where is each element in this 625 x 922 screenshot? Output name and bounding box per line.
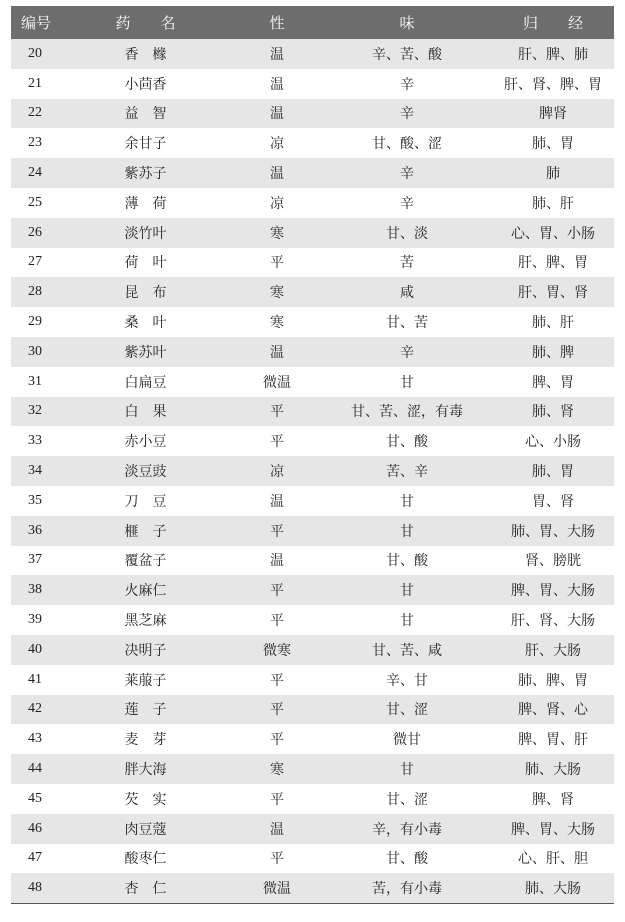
cell-flavor: 辛 [400,195,414,212]
header-flavor: 味 [399,14,415,32]
cell-meridian: 脾、肾、心 [518,702,588,719]
cell-flavor: 苦，有小毒 [372,880,442,897]
table-row [11,754,614,784]
cell-flavor: 辛、甘 [386,672,428,689]
cell-num: 21 [28,75,42,91]
table-row [11,635,614,665]
cell-flavor: 甘、苦、涩，有毒 [351,404,463,421]
table-row [11,873,614,903]
cell-nature: 寒 [270,225,284,242]
cell-name: 赤小豆 [124,434,167,451]
cell-meridian: 肝、肾、大肠 [511,613,595,630]
cell-num: 48 [28,879,42,895]
cell-name: 白 果 [124,404,167,421]
table-row [11,724,614,754]
table-row [11,844,614,874]
cell-meridian: 心、肝、胆 [518,851,588,868]
cell-flavor: 辛 [400,344,414,361]
cell-num: 23 [28,135,42,151]
cell-name: 芡 实 [124,791,167,808]
cell-meridian: 肝、脾、胃 [518,255,588,272]
cell-nature: 寒 [270,762,284,779]
cell-name: 莱菔子 [124,672,167,689]
cell-meridian: 肺、胃 [532,464,574,481]
cell-nature: 寒 [270,315,284,332]
cell-name: 余甘子 [124,136,167,153]
cell-nature: 平 [270,434,284,451]
cell-nature: 微温 [263,374,291,391]
cell-num: 41 [28,671,42,687]
cell-meridian: 脾、肾 [532,791,574,808]
cell-meridian: 肺、胃、大肠 [511,523,595,540]
cell-meridian: 肾、膀胱 [525,553,581,570]
cell-num: 37 [28,552,42,568]
table-row [11,575,614,605]
herb-table [11,6,614,904]
cell-num: 30 [28,343,42,359]
cell-num: 38 [28,582,42,598]
cell-num: 34 [28,463,42,479]
cell-name: 酸枣仁 [124,851,167,868]
cell-name: 黑芝麻 [124,613,167,630]
cell-nature: 微温 [263,880,291,897]
cell-flavor: 甘、淡 [386,225,428,242]
cell-meridian: 脾、胃、大肠 [511,821,595,838]
table-row [11,337,614,367]
cell-num: 20 [28,45,42,61]
cell-meridian: 肺、脾 [532,344,574,361]
cell-meridian: 脾、胃、肝 [518,732,588,749]
cell-nature: 凉 [270,136,284,153]
cell-num: 35 [28,492,42,508]
cell-flavor: 辛 [400,166,414,183]
cell-num: 36 [28,522,42,538]
cell-flavor: 甘 [400,374,414,391]
cell-flavor: 微甘 [393,732,421,749]
cell-meridian: 肺、大肠 [525,880,581,897]
cell-num: 26 [28,224,42,240]
cell-name: 胖大海 [124,762,167,779]
header-row [11,6,614,39]
cell-nature: 平 [270,583,284,600]
cell-name: 益 智 [124,106,167,123]
cell-meridian: 肺、胃 [532,136,574,153]
cell-nature: 温 [270,166,284,183]
cell-meridian: 心、胃、小肠 [511,225,595,242]
cell-meridian: 肺、肝 [532,195,574,212]
cell-flavor: 甘 [400,613,414,630]
cell-nature: 平 [270,702,284,719]
header-nature: 性 [269,14,285,32]
cell-flavor: 甘 [400,493,414,510]
cell-nature: 平 [270,851,284,868]
cell-nature: 平 [270,613,284,630]
cell-nature: 温 [270,821,284,838]
cell-name: 覆盆子 [124,553,167,570]
cell-name: 紫苏叶 [124,344,167,361]
header-num: 编号 [21,14,52,32]
cell-nature: 凉 [270,464,284,481]
cell-name: 刀 豆 [124,493,167,510]
cell-num: 42 [28,701,42,717]
herb-table-container [11,6,614,904]
cell-flavor: 辛 [400,76,414,93]
cell-flavor: 甘、酸 [386,553,428,570]
cell-num: 29 [28,314,42,330]
cell-num: 31 [28,373,42,389]
cell-nature: 平 [270,404,284,421]
cell-flavor: 甘 [400,762,414,779]
table-row [11,426,614,456]
cell-meridian: 胃、肾 [532,493,574,510]
cell-name: 桑 叶 [124,315,167,332]
cell-nature: 平 [270,732,284,749]
header-name: 药 名 [115,14,176,32]
cell-num: 44 [28,761,42,777]
cell-name: 荷 叶 [124,255,167,272]
table-row [11,248,614,278]
cell-nature: 平 [270,523,284,540]
table-row [11,128,614,158]
cell-flavor: 甘、酸、涩 [372,136,442,153]
table-row [11,188,614,218]
cell-name: 淡竹叶 [124,225,167,242]
cell-nature: 温 [270,46,284,63]
cell-num: 45 [28,790,42,806]
cell-flavor: 甘、涩 [386,702,428,719]
cell-meridian: 肺 [546,166,560,183]
cell-nature: 平 [270,791,284,808]
cell-flavor: 辛，有小毒 [372,821,442,838]
cell-flavor: 甘、苦 [386,315,428,332]
cell-name: 昆 布 [124,285,167,302]
cell-num: 25 [28,194,42,210]
cell-flavor: 甘 [400,583,414,600]
cell-meridian: 肝、肾、脾、胃 [504,76,602,93]
cell-meridian: 肝、大肠 [525,642,581,659]
cell-name: 白扁豆 [124,374,167,391]
table-row [11,456,614,486]
cell-flavor: 咸 [400,285,414,302]
cell-name: 肉豆蔻 [124,821,167,838]
table-row [11,486,614,516]
cell-flavor: 甘、涩 [386,791,428,808]
table-row [11,814,614,844]
cell-meridian: 肺、脾、胃 [518,672,588,689]
cell-nature: 温 [270,106,284,123]
cell-flavor: 甘 [400,523,414,540]
table-row [11,397,614,427]
cell-meridian: 肺、肝 [532,315,574,332]
table-row [11,218,614,248]
cell-name: 榧 子 [124,523,167,540]
table-body [11,39,614,903]
header-meridian: 归 经 [522,14,583,32]
cell-meridian: 脾肾 [539,106,567,123]
cell-name: 小茴香 [124,76,167,93]
cell-nature: 微寒 [263,642,291,659]
cell-nature: 寒 [270,285,284,302]
cell-meridian: 心、小肠 [525,434,581,451]
cell-meridian: 脾、胃 [532,374,574,391]
table-row [11,516,614,546]
table-row [11,307,614,337]
table-row [11,69,614,99]
cell-num: 39 [28,612,42,628]
cell-name: 紫苏子 [124,166,167,183]
cell-flavor: 苦、辛 [386,464,428,481]
cell-nature: 温 [270,344,284,361]
cell-name: 淡豆豉 [124,464,167,481]
table-row [11,39,614,69]
cell-name: 香 橼 [124,46,167,63]
cell-meridian: 肺、大肠 [525,762,581,779]
cell-nature: 平 [270,255,284,272]
cell-nature: 温 [270,493,284,510]
cell-name: 火麻仁 [124,583,167,600]
table-row [11,99,614,129]
cell-meridian: 肝、脾、肺 [518,46,588,63]
table-row [11,665,614,695]
cell-name: 薄 荷 [124,195,167,212]
cell-name: 杏 仁 [124,880,167,897]
cell-num: 47 [28,850,42,866]
table-row [11,546,614,576]
cell-flavor: 甘、酸 [386,434,428,451]
cell-nature: 凉 [270,195,284,212]
cell-name: 莲 子 [124,702,167,719]
cell-num: 32 [28,403,42,419]
cell-nature: 温 [270,76,284,93]
cell-num: 40 [28,641,42,657]
cell-num: 22 [28,105,42,121]
cell-flavor: 苦 [400,255,414,272]
table-row [11,784,614,814]
cell-num: 24 [28,165,42,181]
cell-num: 46 [28,820,42,836]
cell-nature: 温 [270,553,284,570]
table-row [11,158,614,188]
cell-name: 麦 芽 [124,732,167,749]
cell-meridian: 肝、胃、肾 [518,285,588,302]
cell-num: 43 [28,731,42,747]
cell-nature: 平 [270,672,284,689]
table-row [11,605,614,635]
cell-flavor: 辛、苦、酸 [372,46,442,63]
table-row [11,277,614,307]
table-row [11,367,614,397]
cell-meridian: 肺、肾 [532,404,574,421]
cell-flavor: 甘、酸 [386,851,428,868]
table-header [11,6,614,39]
cell-meridian: 脾、胃、大肠 [511,583,595,600]
cell-num: 28 [28,284,42,300]
cell-flavor: 辛 [400,106,414,123]
table-row [11,695,614,725]
cell-num: 27 [28,254,42,270]
cell-name: 决明子 [124,642,167,659]
cell-flavor: 甘、苦、咸 [372,642,442,659]
cell-num: 33 [28,433,42,449]
